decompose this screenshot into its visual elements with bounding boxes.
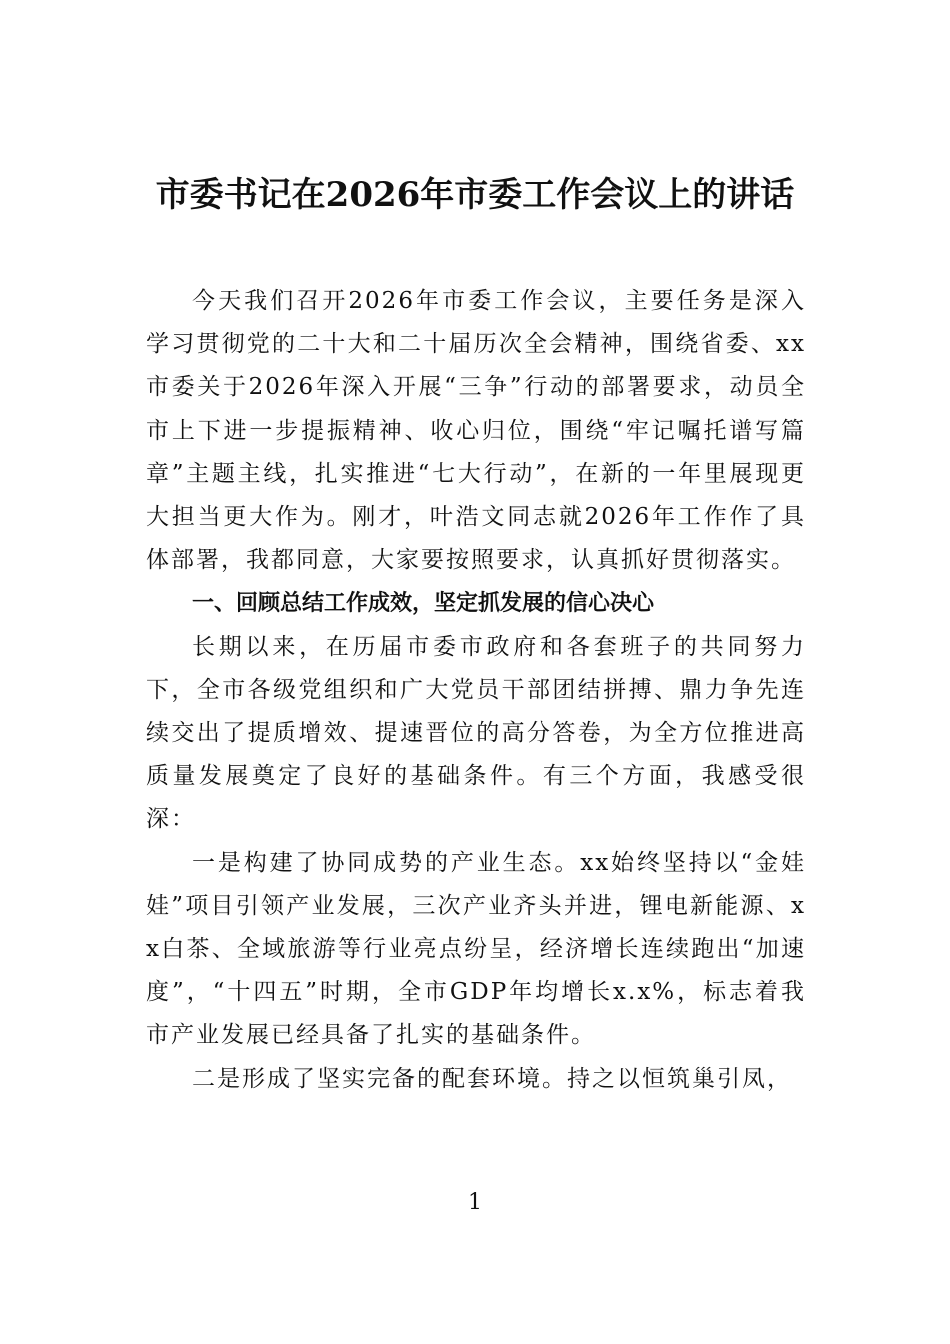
intro-paragraph: 今天我们召开2026年市委工作会议，主要任务是深入学习贯彻党的二十大和二十届历次全会精神，围绕省委、xx市委关于2026年深入开展“三争”行动的部署要求，动员全市上下进一步提振精神、收心归位，围绕“牢记嘱托谱写篇章”主题主线，扎实推进“七大行动”，在新的一年里展现更大担当更大作为。刚才，叶浩文同志就2026年工作作了具体部署，我都同意，大家要按照要求，认真抓好贯彻落实。 (146, 288, 806, 574)
body-paragraph: 二是形成了坚实完备的配套环境。持之以恒筑巢引凤， (192, 1065, 792, 1092)
document-body (146, 280, 806, 1101)
page-number: 1 (468, 1190, 482, 1215)
document-title: 市委书记在2026年市委工作会议上的讲话 (155, 175, 795, 215)
body-paragraph: 长期以来，在历届市委市政府和各套班子的共同努力下，全市各级党组织和广大党员干部团结拼搏、鼎力争先连续交出了提质增效、提速晋位的高分答卷，为全方位推进高质量发展奠定了良好的基础条件。有三个方面，我感受很深： (146, 633, 806, 833)
section-heading: 一、回顾总结工作成效，坚定抓发展的信心决心 (192, 591, 655, 617)
body-paragraph: 一是构建了协同成势的产业生态。xx始终坚持以“金娃娃”项目引领产业发展，三次产业齐头并进，锂电新能源、xx白茶、全域旅游等行业亮点纷呈，经济增长连续跑出“加速度”，“十四五”时期，全市GDP年均增长x.x%，标志着我市产业发展已经具备了扎实的基础条件。 (146, 849, 806, 1049)
